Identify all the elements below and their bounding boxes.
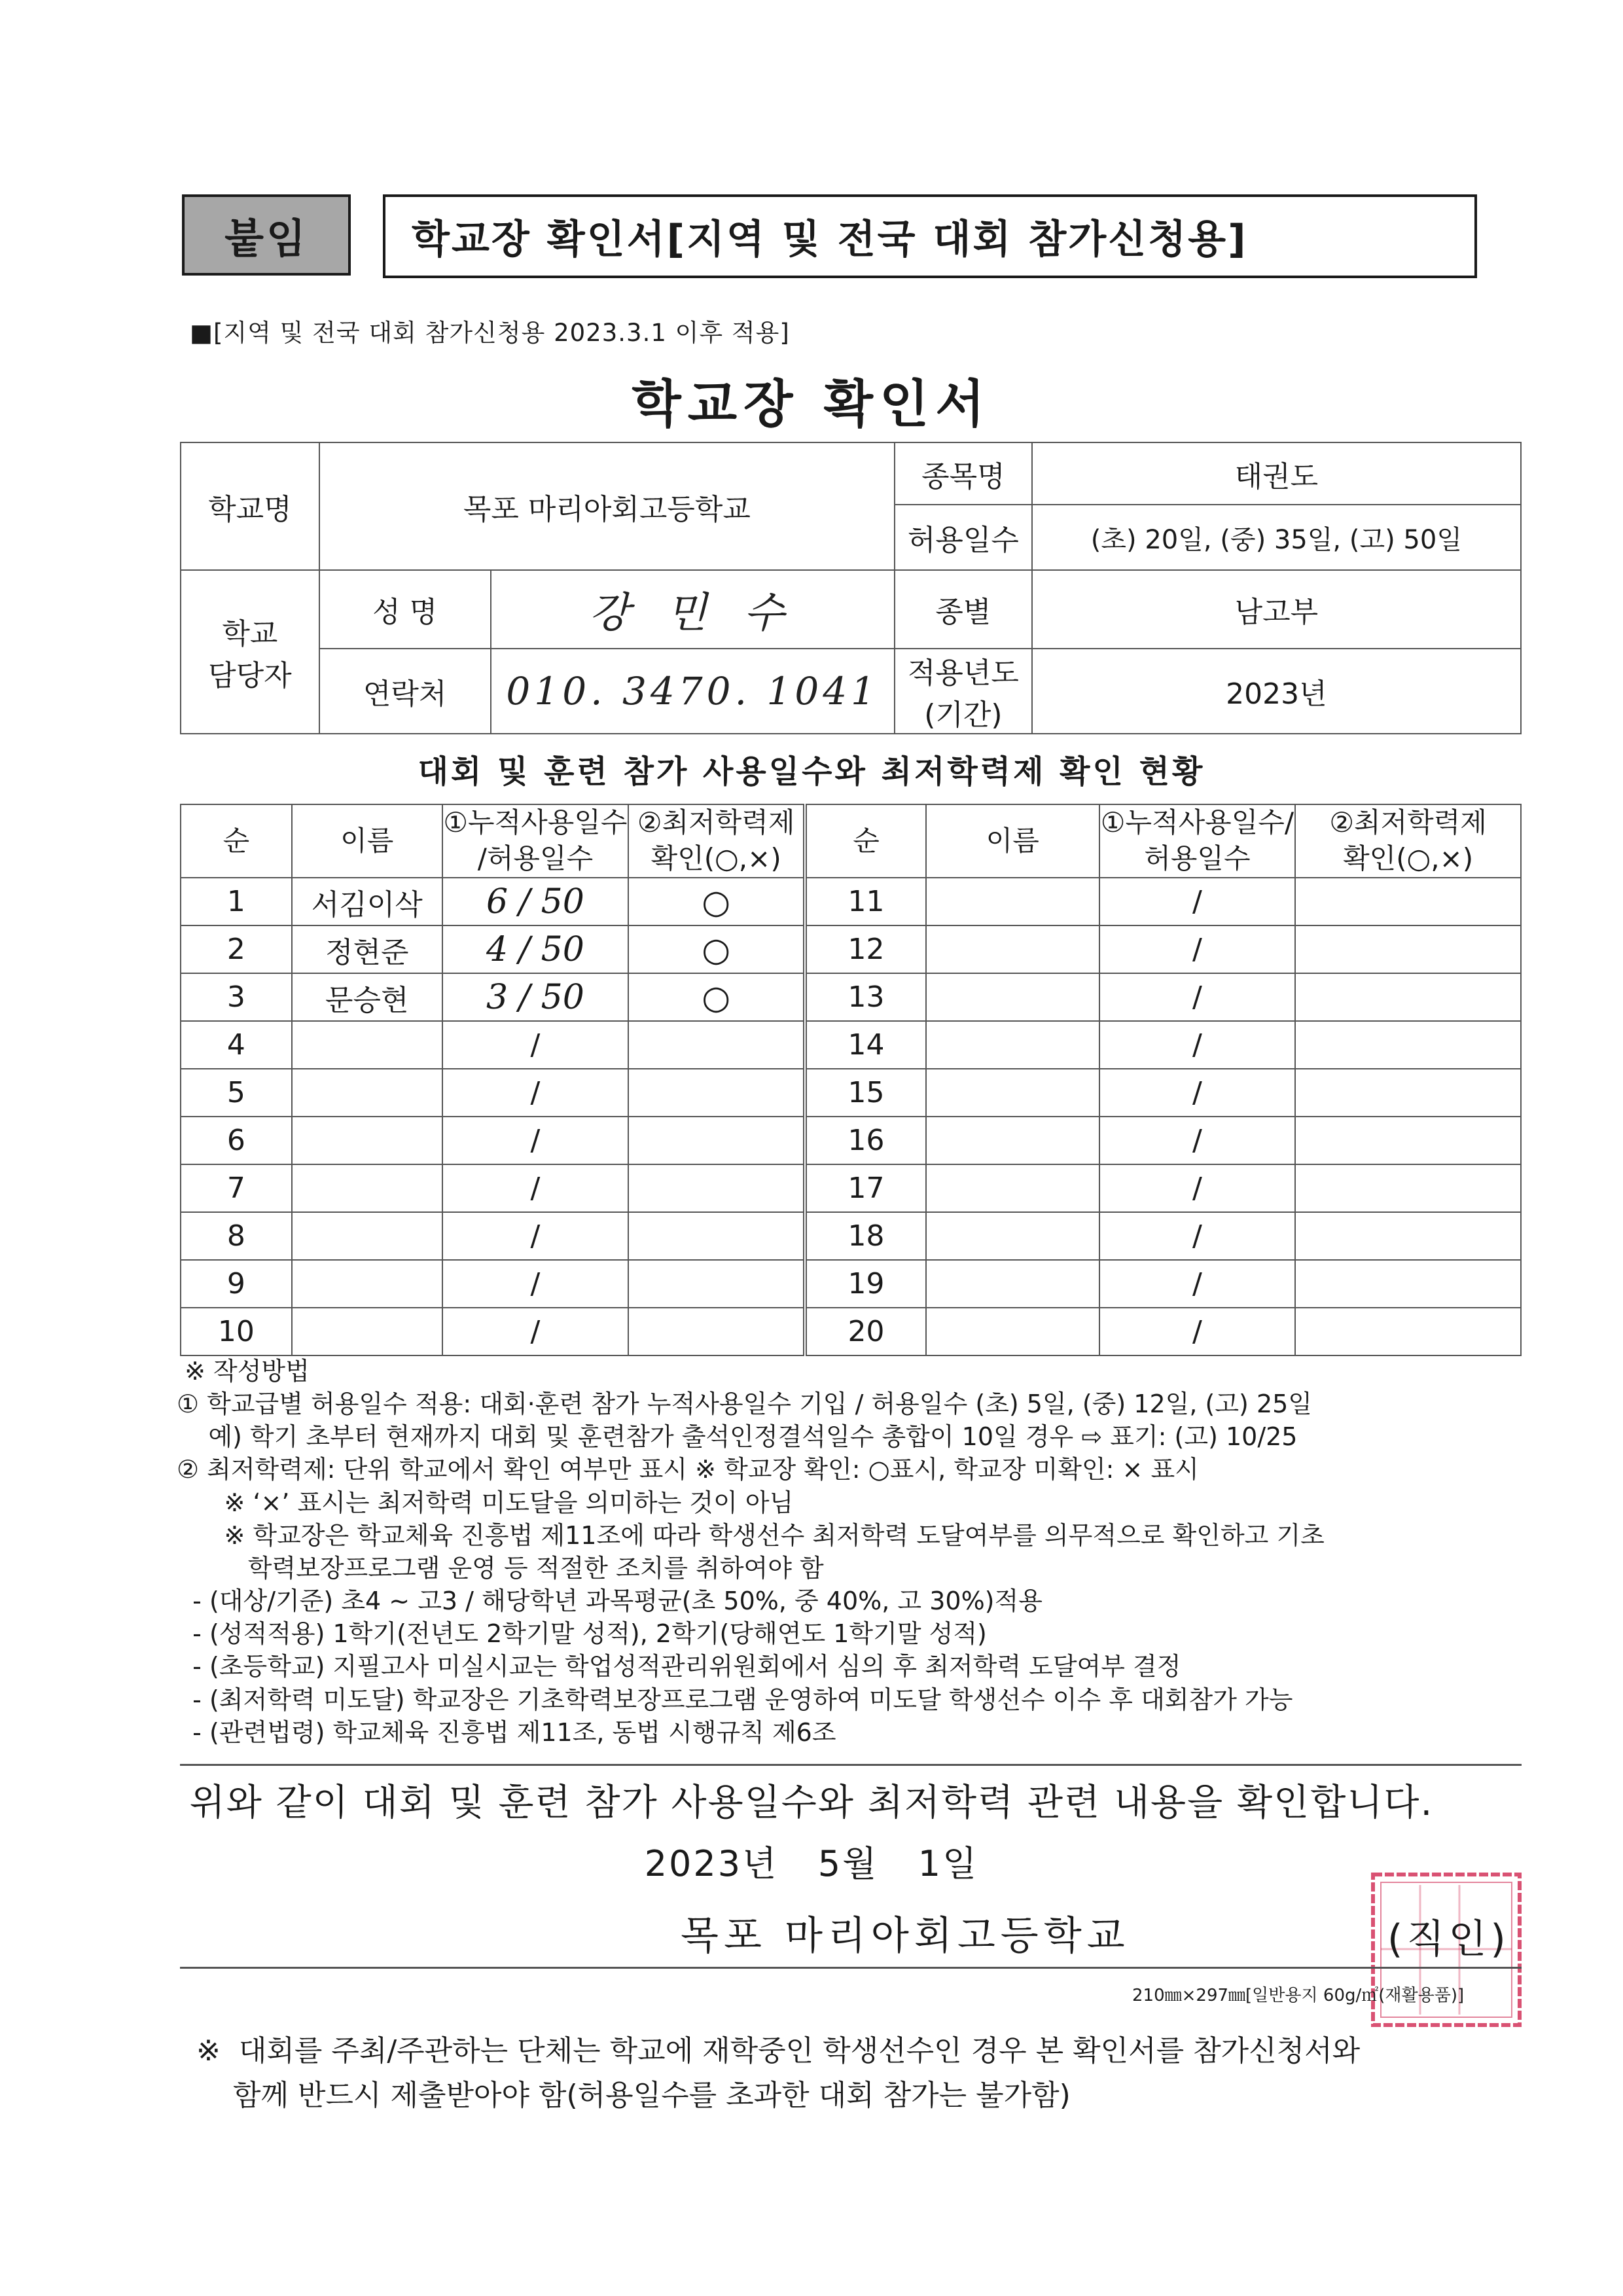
table-row [181,1021,1521,1069]
table-row [181,1212,1521,1260]
row-no-right: 13 [805,973,926,1021]
row-days: / [442,1260,629,1308]
instruction-line: 예) 학기 초부터 현재까지 대회 및 훈련참가 출석인정결석일수 총합이 10일 경우 ⇨ 표기: (고) 10/25 [177,1422,1298,1452]
col-name-right: 이름 [926,804,1099,878]
contact-value: 010. 3470. 1041 [491,649,895,734]
instruction-line: - (대상/기준) 초4 ~ 고3 / 해당학년 과목평균(초 50%, 중 40%, 고 30%)적용 [177,1587,1043,1616]
row-days: / [442,1212,629,1260]
row-check [628,1021,805,1069]
row-no-right: 14 [805,1021,926,1069]
row-check: ○ [628,925,805,973]
manager-label [181,570,319,734]
col-no-right: 순 [805,804,926,878]
attachment-badge: 붙임 [182,194,351,276]
row-no: 2 [181,925,292,973]
row-no-right: 16 [805,1117,926,1164]
status-table-title: 대회 및 훈련 참가 사용일수와 최저학력제 확인 현황 [418,753,1205,790]
gender-label: 종별 [895,570,1032,649]
row-name [292,1164,442,1212]
row-days: 3 / 50 [442,973,629,1021]
row-name-right [926,1212,1099,1260]
footer-line: ※ 대회를 주최/주관하는 단체는 학교에 재학중인 학생선수인 경우 본 확인서를 참가신청서와 [196,2034,1361,2068]
instruction-line: - (초등학교) 지필고사 미실시교는 학업성적관리위원회에서 심의 후 최저학력 도달여부 결정 [177,1652,1181,1681]
header-title: 학교장 확인서[지역 및 전국 대회 참가신청용] [383,194,1477,278]
row-name-right [926,1164,1099,1212]
divider [180,1967,1522,1969]
table-row [181,1164,1521,1212]
instruction-line: - (성적적용) 1학기(전년도 2학기말 성적), 2학기(당해연도 1학기말 성적) [177,1619,987,1649]
col-no: 순 [181,804,292,878]
allowed-days-label: 허용일수 [895,505,1032,570]
col-days-line2: /허용일수 [477,842,594,874]
row-check-right [1295,1164,1521,1212]
row-check-right [1295,878,1521,925]
col-days-right [1099,804,1296,878]
paper-spec: 210㎜×297㎜[일반용지 60g/㎡(재활용품)] [1132,1986,1465,2005]
row-name-right [926,1069,1099,1117]
row-check [628,1164,805,1212]
info-table [180,442,1522,734]
row-check-right [1295,925,1521,973]
row-days-right: / [1099,1164,1296,1212]
instruction-line: 학력보장프로그램 운영 등 적절한 조치를 취하여야 함 [177,1553,824,1583]
col-check-line1: ②최저학력제 [637,806,795,839]
row-no: 10 [181,1308,292,1355]
row-name: 정현준 [292,925,442,973]
row-check-right [1295,973,1521,1021]
instruction-line: ※ 작성방법 [177,1357,310,1386]
instruction-line: ② 최저학력제: 단위 학교에서 확인 여부만 표시 ※ 학교장 확인: ○표시, 학교장 미확인: × 표시 [177,1455,1199,1484]
manager-name-value: 강 민 수 [491,570,895,649]
row-check-right [1295,1117,1521,1164]
row-check-right [1295,1308,1521,1355]
row-check: ○ [628,973,805,1021]
col-check-right [1295,804,1521,878]
row-check [628,1308,805,1355]
row-no: 4 [181,1021,292,1069]
row-name-right [926,1117,1099,1164]
seal-label: (직인) [1387,1916,1510,1962]
school-name-value: 목포 마리아회고등학교 [319,442,895,570]
row-days: / [442,1021,629,1069]
row-no: 5 [181,1069,292,1117]
sign-date: 2023년 5월 1일 [644,1843,979,1884]
row-no: 8 [181,1212,292,1260]
col-days-right-line2: 허용일수 [1144,842,1251,874]
table-row [181,1260,1521,1308]
apply-year-label [895,649,1032,734]
row-days: / [442,1164,629,1212]
row-no: 7 [181,1164,292,1212]
col-check-right-line1: ②최저학력제 [1329,806,1487,839]
confirmation-statement: 위와 같이 대회 및 훈련 참가 사용일수와 최저학력 관련 내용을 확인합니다. [189,1782,1434,1824]
row-check [628,1212,805,1260]
row-days-right: / [1099,1260,1296,1308]
row-name [292,1117,442,1164]
instruction-line: ※ 학교장은 학교체육 진흥법 제11조에 따라 학생선수 최저학력 도달여부를 의무적으로 확인하고 기초 [177,1520,1325,1550]
col-check [628,804,805,878]
footer-line: 함께 반드시 제출받아야 함(허용일수를 초과한 대회 참가는 불가함) [196,2079,1071,2113]
row-days: / [442,1117,629,1164]
col-days-line1: ①누적사용일수 [443,806,628,839]
row-no-right: 19 [805,1260,926,1308]
row-no-right: 11 [805,878,926,925]
row-name [292,1021,442,1069]
row-no: 9 [181,1260,292,1308]
row-name-right [926,1021,1099,1069]
footer-notice [196,2029,1360,2118]
row-check [628,1069,805,1117]
row-name [292,1260,442,1308]
row-name [292,1069,442,1117]
row-name-right [926,878,1099,925]
row-name: 문승현 [292,973,442,1021]
instructions [177,1355,1538,1749]
divider [180,1764,1522,1766]
contact-label: 연락처 [319,649,491,734]
row-name [292,1308,442,1355]
row-days-right: / [1099,1069,1296,1117]
apply-year-label-line1: 적용년도 [907,656,1019,690]
row-days: / [442,1308,629,1355]
row-days: 6 / 50 [442,878,629,925]
table-row [181,973,1521,1021]
table-row [181,1117,1521,1164]
usage-note: ■[지역 및 전국 대회 참가신청용 2023.3.1 이후 적용] [190,319,790,347]
col-days [442,804,629,878]
instruction-line: ※ ‘×’ 표시는 최저학력 미도달을 의미하는 것이 아님 [177,1488,794,1517]
row-days: 4 / 50 [442,925,629,973]
document-title: 학교장 확인서 [632,375,991,434]
row-days: / [442,1069,629,1117]
row-days-right: / [1099,1212,1296,1260]
row-no: 3 [181,973,292,1021]
row-days-right: / [1099,973,1296,1021]
row-no-right: 12 [805,925,926,973]
row-name-right [926,1308,1099,1355]
gender-value: 남고부 [1032,570,1521,649]
instruction-line: - (최저학력 미도달) 학교장은 기초학력보장프로그램 운영하여 미도달 학생선수 이수 후 대회참가 가능 [177,1685,1293,1714]
row-check-right [1295,1260,1521,1308]
table-row [181,1308,1521,1355]
sport-value: 태권도 [1032,442,1521,505]
row-no-right: 17 [805,1164,926,1212]
row-no-right: 15 [805,1069,926,1117]
allowed-days-value: (초) 20일, (중) 35일, (고) 50일 [1032,505,1521,570]
row-check [628,1260,805,1308]
row-check-right [1295,1069,1521,1117]
table-row [181,1069,1521,1117]
row-no: 1 [181,878,292,925]
row-name-right [926,973,1099,1021]
row-check: ○ [628,878,805,925]
school-name-label: 학교명 [181,442,319,570]
row-no: 6 [181,1117,292,1164]
row-days-right: / [1099,1117,1296,1164]
table-row [181,925,1521,973]
row-days-right: / [1099,1021,1296,1069]
instruction-line: ① 학교급별 허용일수 적용: 대회·훈련 참가 누적사용일수 기입 / 허용일수 (초) 5일, (중) 12일, (고) 25일 [177,1390,1313,1419]
row-check [628,1117,805,1164]
status-table [180,804,1522,1356]
sport-label: 종목명 [895,442,1032,505]
row-days-right: / [1099,878,1296,925]
manager-name-label: 성 명 [319,570,491,649]
manager-label-line2: 담당자 [208,659,292,692]
row-name-right [926,925,1099,973]
row-check-right [1295,1021,1521,1069]
row-days-right: / [1099,1308,1296,1355]
row-check-right [1295,1212,1521,1260]
row-name: 서김이삭 [292,878,442,925]
apply-year-value: 2023년 [1032,649,1521,734]
col-check-line2: 확인(○,×) [651,842,781,874]
col-days-right-line1: ①누적사용일수/ [1100,806,1294,839]
row-name-right [926,1260,1099,1308]
manager-label-line1: 학교 [222,617,278,651]
col-check-right-line2: 확인(○,×) [1343,842,1474,874]
row-days-right: / [1099,925,1296,973]
row-name [292,1212,442,1260]
table-row [181,878,1521,925]
apply-year-label-line2: (기간) [924,698,1003,732]
row-no-right: 18 [805,1212,926,1260]
row-no-right: 20 [805,1308,926,1355]
signing-school: 목포 마리아회고등학교 [681,1913,1130,1959]
col-name: 이름 [292,804,442,878]
instruction-line: - (관련법령) 학교체육 진흥법 제11조, 동법 시행규칙 제6조 [177,1717,836,1747]
